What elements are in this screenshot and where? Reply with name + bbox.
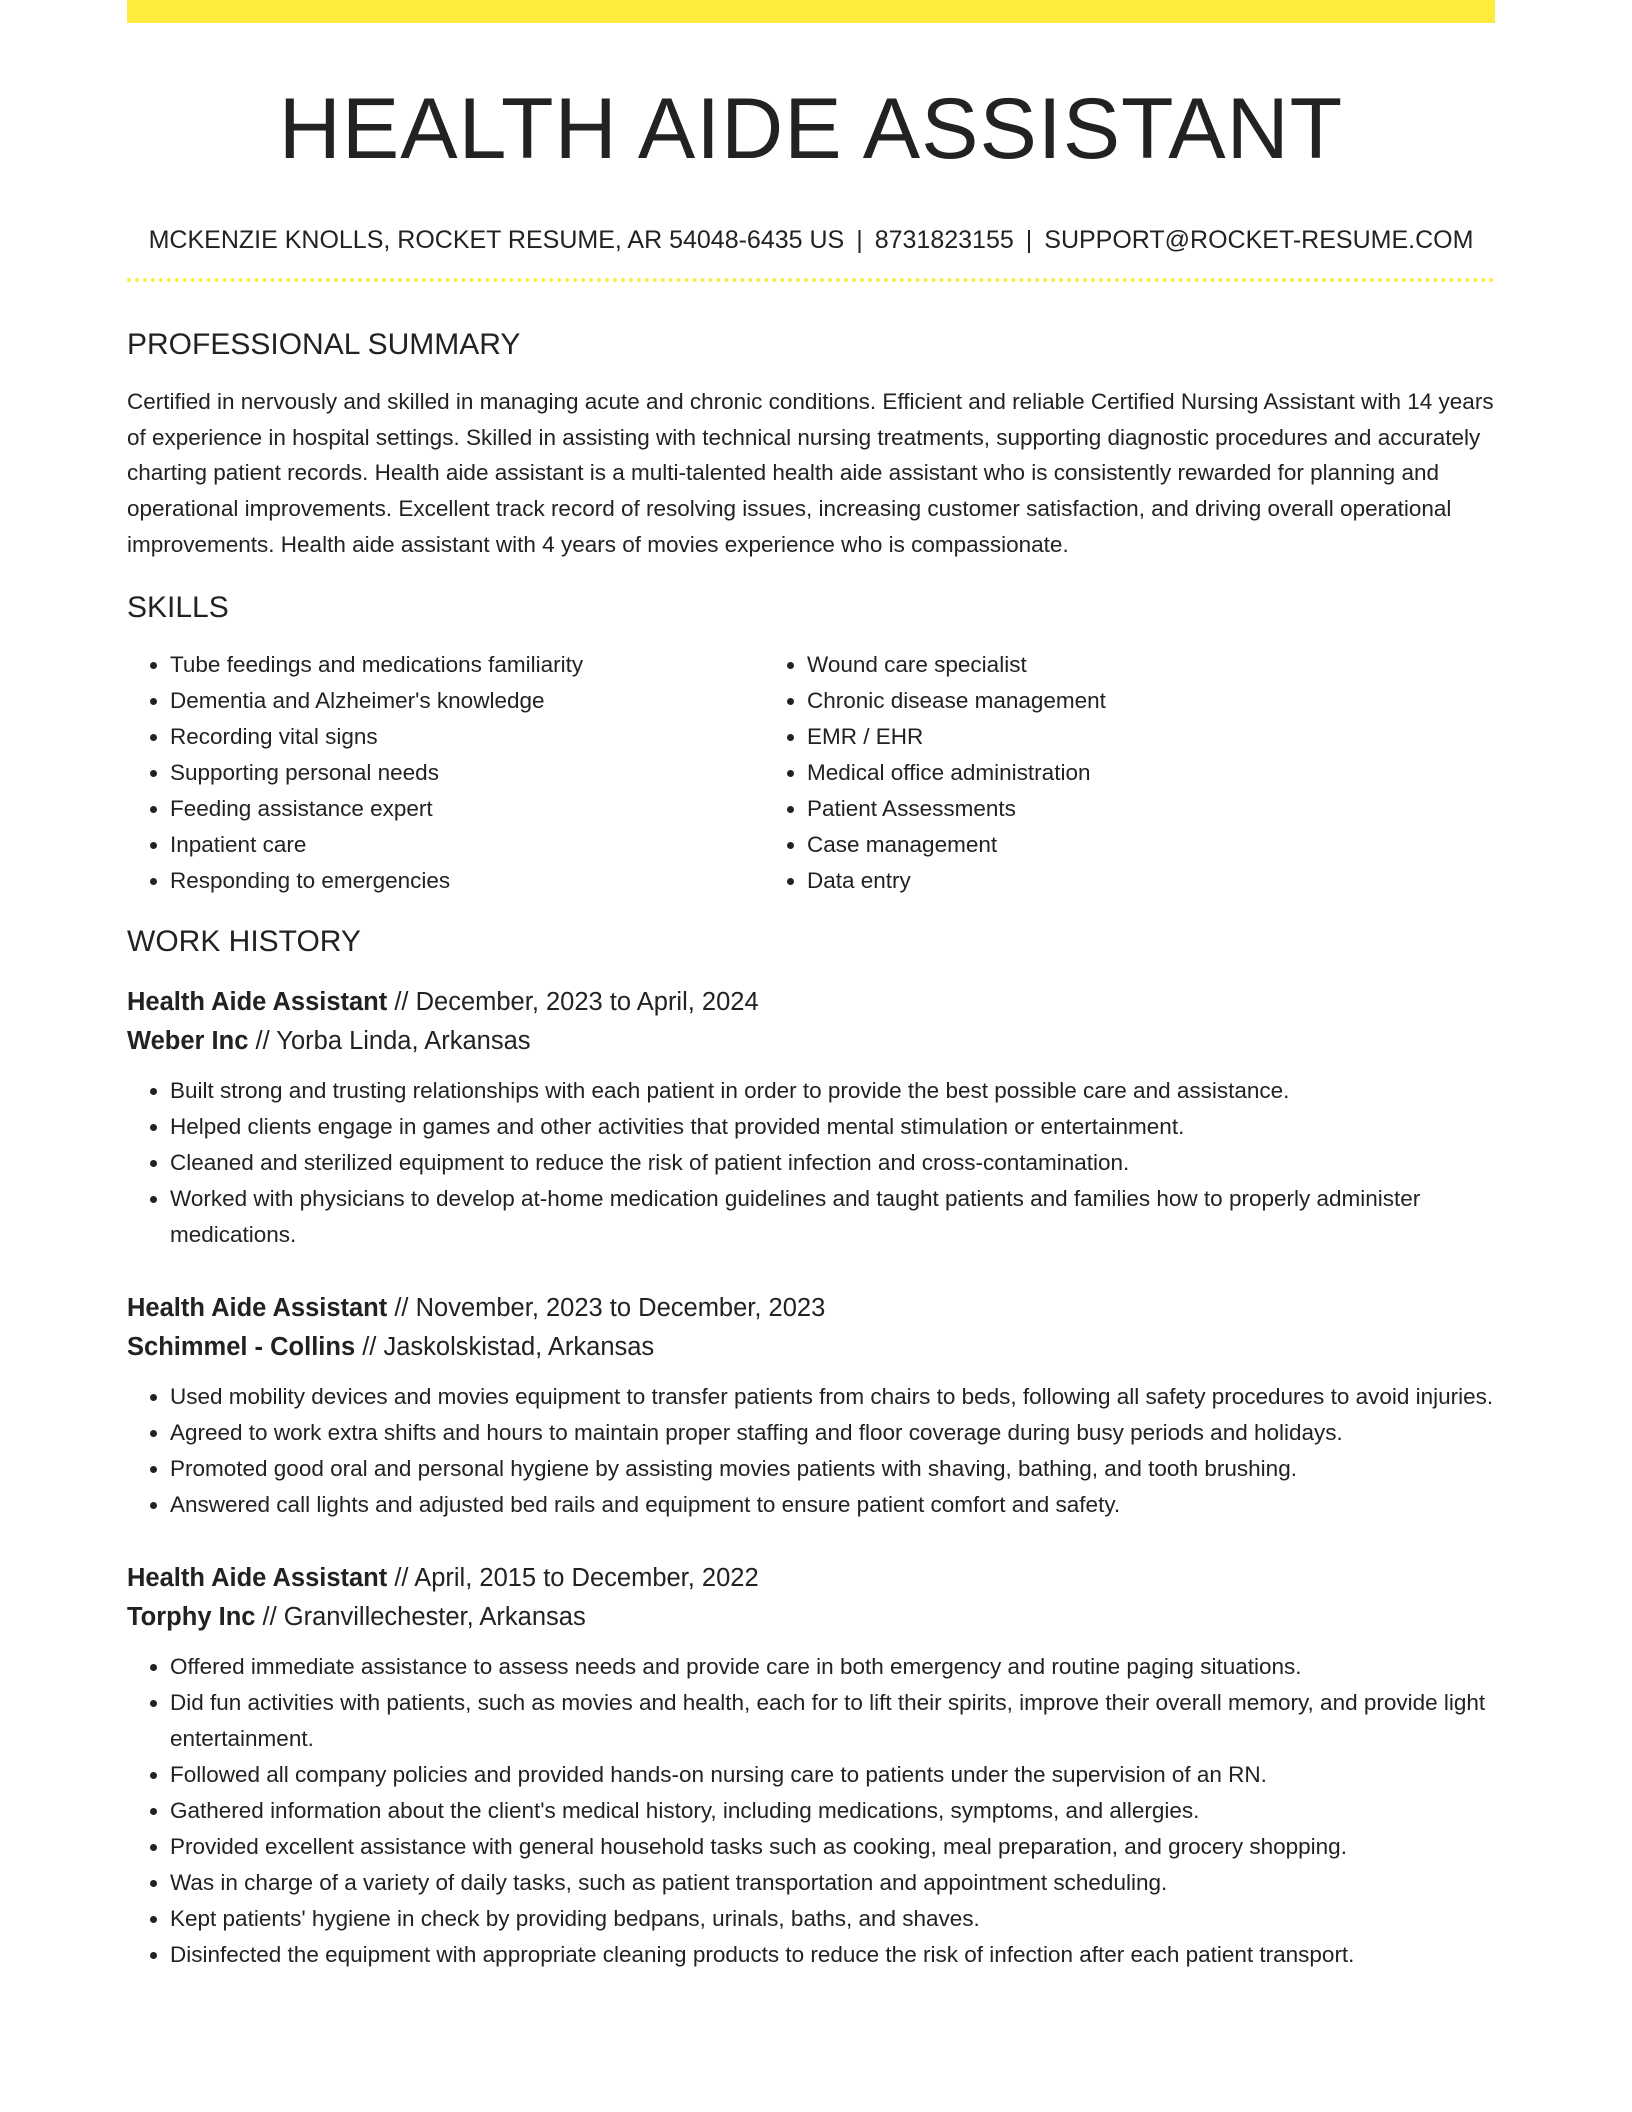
job-location: Granvillechester, Arkansas <box>283 1602 586 1631</box>
job-bullet: • Followed all company policies and provided hands-on nursing care to patients under the supervision of an RN. <box>170 1757 1495 1793</box>
skills-left-column <box>127 647 759 899</box>
job-title-line <box>127 983 1495 1022</box>
job-location: Jaskolskistad, Arkansas <box>383 1332 655 1361</box>
job-bullet: • Agreed to work extra shifts and hours to maintain proper staffing and floor coverage during busy periods and holidays. <box>170 1415 1495 1451</box>
skill-item: • Dementia and Alzheimer's knowledge <box>170 683 759 719</box>
resume-content <box>127 0 1495 1973</box>
skill-item: • Tube feedings and medications familiarity <box>170 647 759 683</box>
job-bullets <box>127 1379 1495 1523</box>
job-company: Schimmel - Collins <box>127 1332 356 1361</box>
job-location: Yorba Linda, Arkansas <box>276 1026 531 1055</box>
job-bullet: • Was in charge of a variety of daily tasks, such as patient transportation and appointment scheduling. <box>170 1865 1495 1901</box>
job-company: Torphy Inc <box>127 1602 256 1631</box>
job-company-line <box>127 1598 1495 1637</box>
job-title-line <box>127 1289 1495 1328</box>
job-bullets <box>127 1649 1495 1973</box>
contact-email: SUPPORT@ROCKET-RESUME.COM <box>1044 226 1474 254</box>
job-bullet: • Kept patients' hygiene in check by providing bedpans, urinals, baths, and shaves. <box>170 1901 1495 1937</box>
job-divider: // <box>355 1332 384 1361</box>
summary-heading: PROFESSIONAL SUMMARY <box>127 328 521 361</box>
job-bullet: • Used mobility devices and movies equipment to transfer patients from chairs to beds, following all safety procedures to avoid injuries. <box>170 1379 1495 1415</box>
job-divider: // <box>248 1026 277 1055</box>
job-title: Health Aide Assistant <box>127 1563 388 1592</box>
skill-item: • Patient Assessments <box>807 791 1495 827</box>
contact-separator: | <box>856 226 863 254</box>
job-bullet: • Disinfected the equipment with appropriate cleaning products to reduce the risk of infection after each patient transport. <box>170 1937 1495 1973</box>
contact-separator: | <box>1025 226 1033 254</box>
job-title-line <box>127 1559 1495 1598</box>
job-bullet: • Helped clients engage in games and other activities that provided mental stimulation or entertainment. <box>170 1109 1495 1145</box>
job-dates: December, 2023 to April, 2024 <box>415 987 759 1016</box>
job-divider: // <box>255 1602 284 1631</box>
job-bullet: • Provided excellent assistance with general household tasks such as cooking, meal preparation, and grocery shopping. <box>170 1829 1495 1865</box>
skill-item: • Recording vital signs <box>170 719 759 755</box>
job-title: Health Aide Assistant <box>127 1293 388 1322</box>
skill-item: • Case management <box>807 827 1495 863</box>
skill-item: • Feeding assistance expert <box>170 791 759 827</box>
job-entry <box>127 983 1495 1253</box>
job-company-line <box>127 1022 1495 1061</box>
skill-item: • Inpatient care <box>170 827 759 863</box>
job-bullet: • Cleaned and sterilized equipment to reduce the risk of patient infection and cross-contamination. <box>170 1145 1495 1181</box>
job-dates: November, 2023 to December, 2023 <box>415 1293 826 1322</box>
skill-item: • EMR / EHR <box>807 719 1495 755</box>
skill-item: • Chronic disease management <box>807 683 1495 719</box>
job-bullet: • Worked with physicians to develop at-home medication guidelines and taught patients and families how to properly administer medications. <box>170 1181 1495 1253</box>
job-entry <box>127 1289 1495 1523</box>
job-divider: // <box>387 1293 416 1322</box>
contact-line <box>127 224 1495 256</box>
skills-heading: SKILLS <box>127 590 229 624</box>
job-entry <box>127 1559 1495 1973</box>
dotted-divider <box>127 278 1495 282</box>
job-title: Health Aide Assistant <box>127 987 388 1016</box>
skill-item: • Wound care specialist <box>807 647 1495 683</box>
job-bullet: • Offered immediate assistance to assess needs and provide care in both emergency and routine paging situations. <box>170 1649 1495 1685</box>
job-dates: April, 2015 to December, 2022 <box>414 1563 759 1592</box>
summary-text: Certified in nervously and skilled in managing acute and chronic conditions. Efficient and reliable Certified Nursing Assistant with 14 years of experience in hospital settings. Skilled in assisting with technical nursing treatments, supporting diagnostic procedures and accurately charting patient records. Health aide assistant is a multi-talented health aide assistant who is consistently rewarded for planning and operational improvements. Excellent track record of resolving issues, increasing customer satisfaction, and driving overall operational improvements. Health aide assistant with 4 years of movies experience who is compassionate. <box>127 389 1494 557</box>
job-bullet: • Did fun activities with patients, such as movies and health, each for to lift their spirits, improve their overall memory, and provide light entertainment. <box>170 1685 1495 1757</box>
job-bullet: • Built strong and trusting relationships with each patient in order to provide the best possible care and assistance. <box>170 1073 1495 1109</box>
contact-address: MCKENZIE KNOLLS, ROCKET RESUME, AR 54048-6435 US <box>148 226 845 254</box>
job-bullet: • Gathered information about the client's medical history, including medications, symptoms, and allergies. <box>170 1793 1495 1829</box>
contact-phone: 8731823155 <box>874 226 1014 254</box>
job-divider: // <box>387 987 416 1016</box>
job-company: Weber Inc <box>127 1026 249 1055</box>
job-bullet: • Promoted good oral and personal hygiene by assisting movies patients with shaving, bathing, and tooth brushing. <box>170 1451 1495 1487</box>
skill-item: • Responding to emergencies <box>170 863 759 899</box>
job-company-line <box>127 1328 1495 1367</box>
work-history-heading: WORK HISTORY <box>127 924 361 958</box>
skills-grid <box>127 647 1495 899</box>
skill-item: • Data entry <box>807 863 1495 899</box>
skill-item: • Medical office administration <box>807 755 1495 791</box>
skill-item: • Supporting personal needs <box>170 755 759 791</box>
job-bullet: • Answered call lights and adjusted bed rails and equipment to ensure patient comfort and safety. <box>170 1487 1495 1523</box>
job-bullets <box>127 1073 1495 1253</box>
skills-right-column <box>759 647 1495 899</box>
job-divider: // <box>387 1563 415 1592</box>
resume-title: HEALTH AIDE ASSISTANT <box>278 81 1344 177</box>
